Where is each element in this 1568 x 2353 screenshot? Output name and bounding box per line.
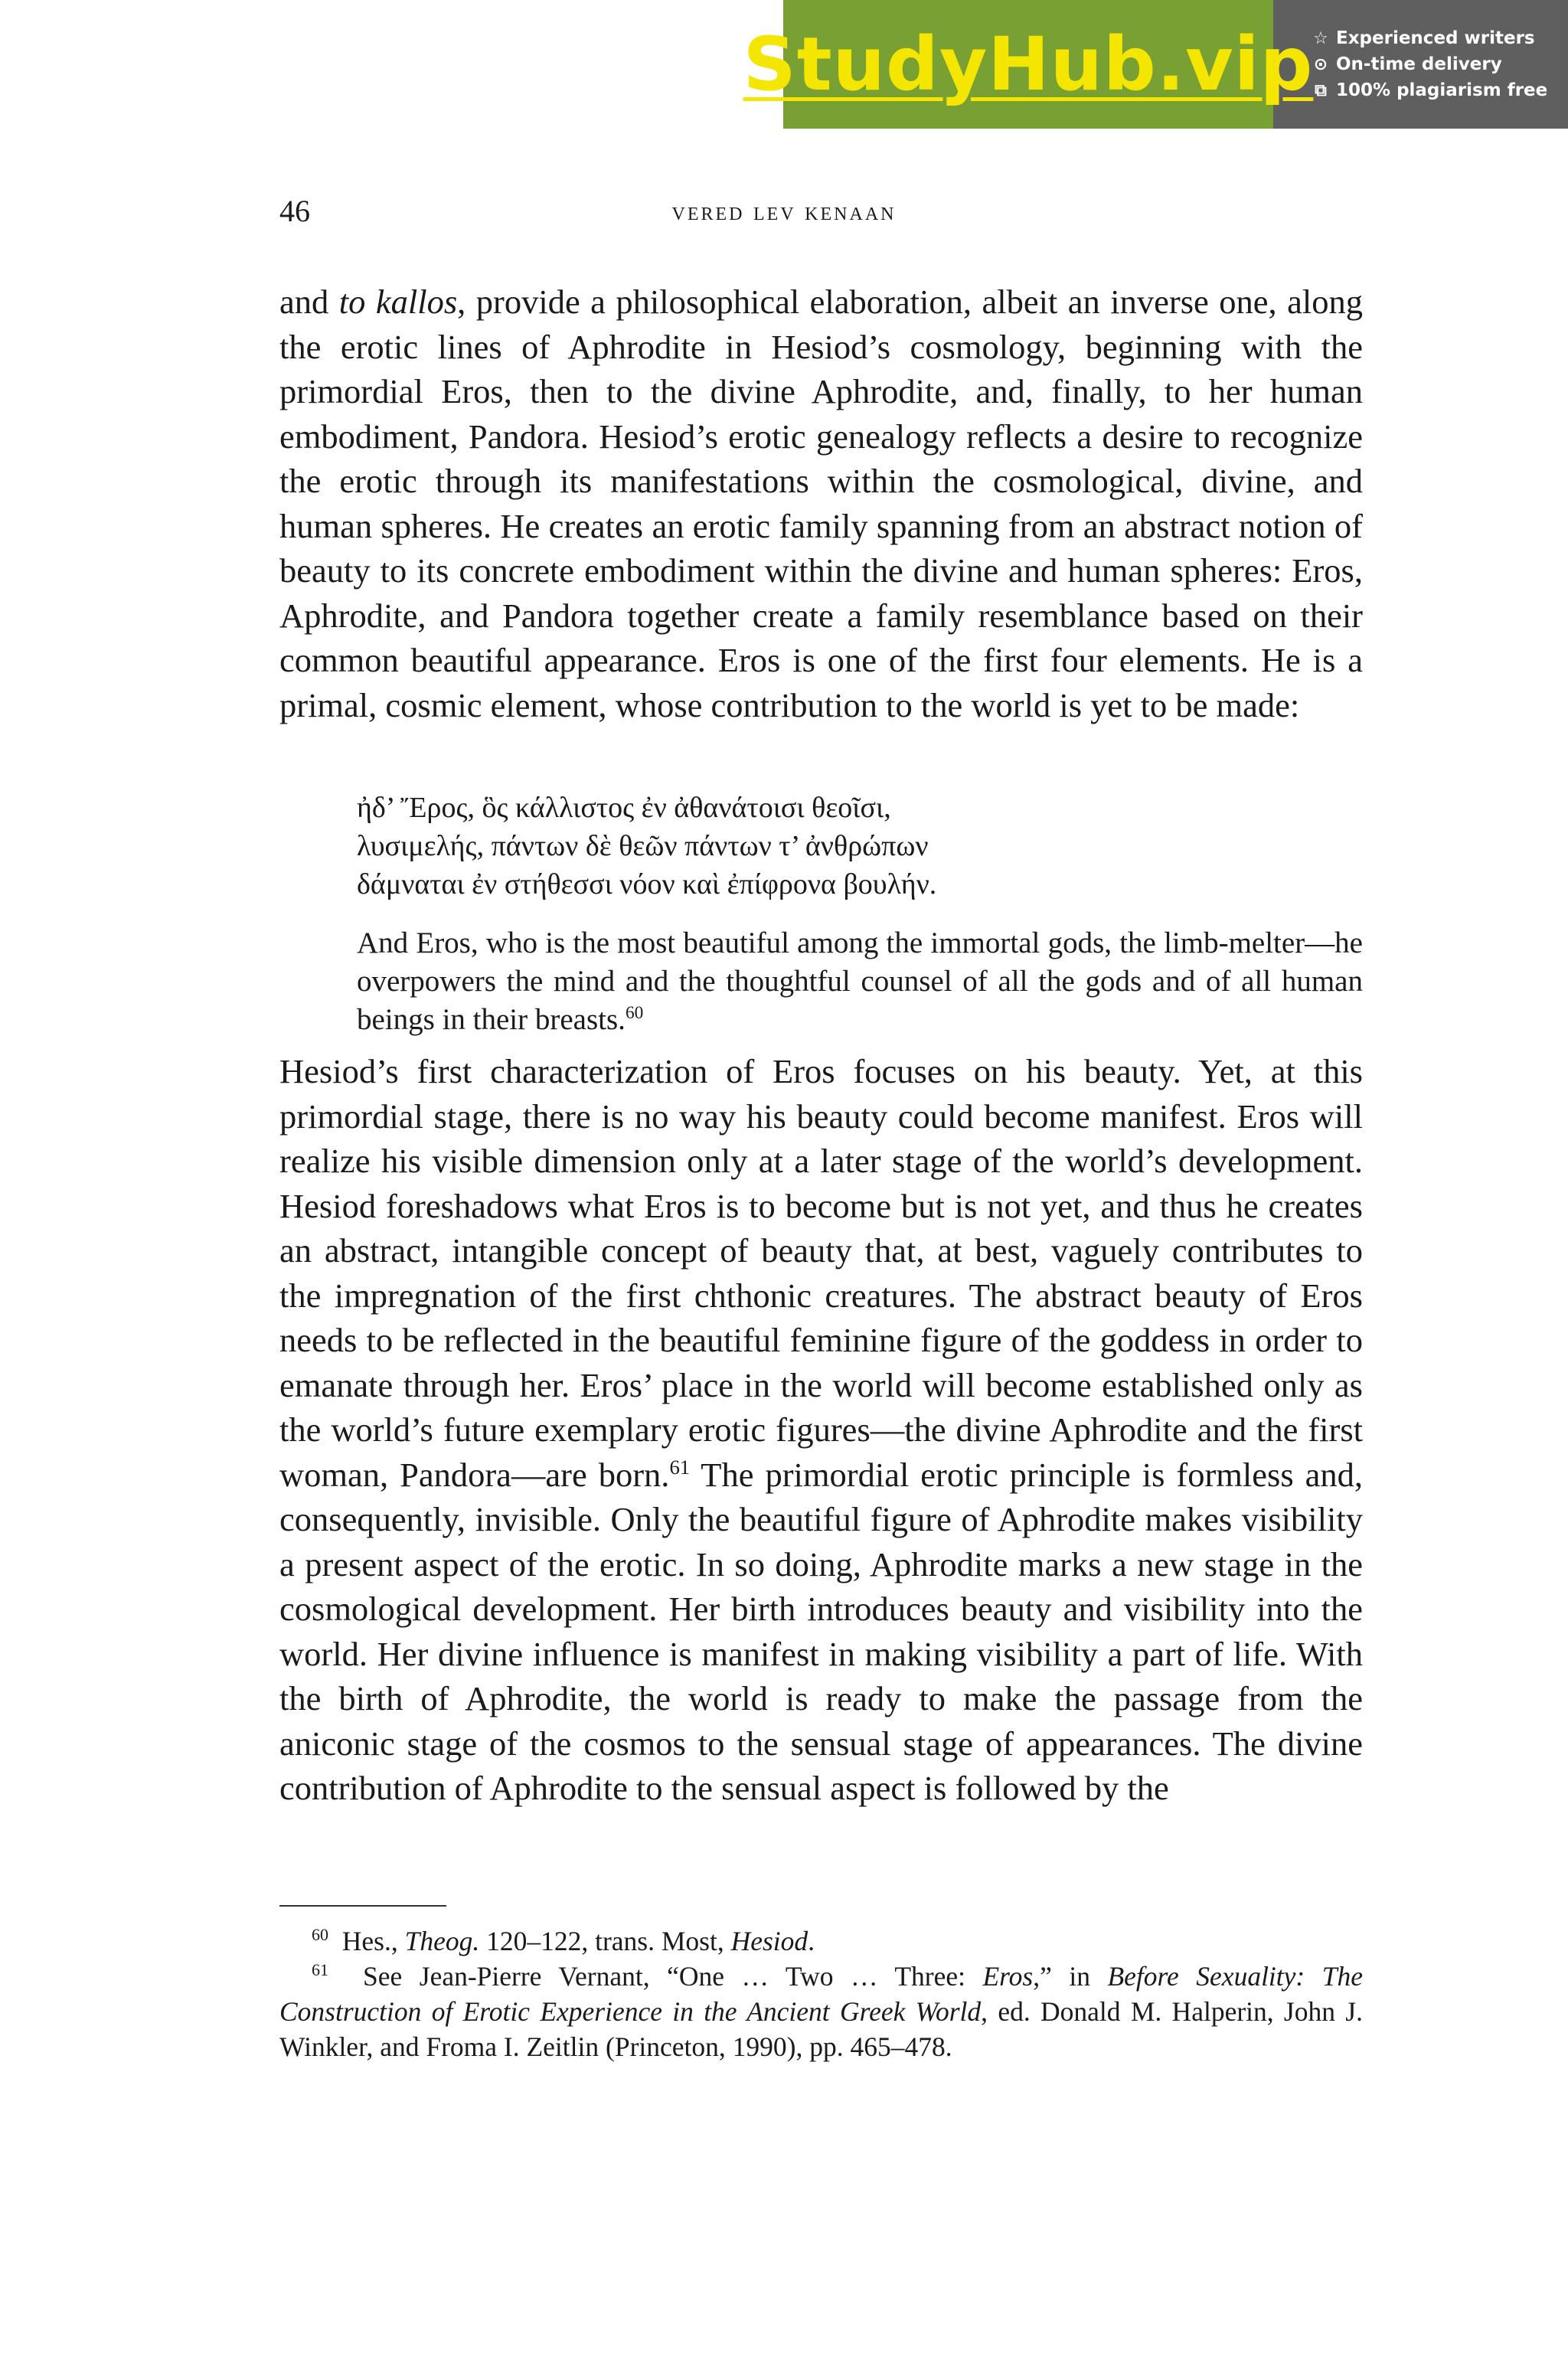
- running-head: [0, 198, 1568, 227]
- footnote-ref-61[interactable]: 61: [669, 1455, 691, 1479]
- running-head-text: vered lev kenaan: [671, 198, 897, 226]
- footnote-text: See Jean-Pierre Vernant, “One … Two … Three:: [363, 1961, 983, 1992]
- footnote-number: 61: [312, 1960, 328, 1980]
- paragraph-text: and: [279, 283, 339, 321]
- footnote-italic: Eros: [982, 1961, 1034, 1992]
- greek-verse-line: ἠδ’ Ἔρος, ὃς κάλλιστος ἐν ἀθανάτοισι θεοῖσι,: [357, 792, 891, 824]
- banner-feature: [1312, 80, 1568, 100]
- footnote-text: , ed. Donald M. Halperin, John J. Winkler, and Froma I. Zeitlin (Princeton, 1990), pp. 465–478.: [279, 1996, 1363, 2062]
- greek-verse-line: δάμναται ἐν στήθεσσι νόον καὶ ἐπίφρονα βουλήν.: [357, 868, 937, 900]
- banner-feature: [1312, 54, 1568, 74]
- footnotes: [279, 1923, 1363, 2064]
- footnote-text: Hes.,: [341, 1926, 405, 1956]
- copy-check-icon: ⧉: [1315, 80, 1327, 100]
- banner-feature: [1312, 28, 1568, 48]
- banner-feature-text: On-time delivery: [1336, 54, 1502, 74]
- footnote-text: ,” in: [1033, 1961, 1108, 1992]
- greek-quotation: [357, 789, 1367, 904]
- clock-icon: ⊙: [1313, 54, 1328, 74]
- italic-term: to kallos: [338, 283, 458, 321]
- paragraph-text: , provide a philosophical elaboration, albeit an inverse one, along the erotic lines of Aphrodite in Hesiod’s cosmology, beginning with the primordial Eros, then to the divine Aphrodite, and, finally, to her human embodiment, Pandora. Hesiod’s erotic genealogy reflects a desire to recognize the erotic through its manifestations within the cosmological, divine, and human spheres. He creates an erotic family spanning from an abstract notion of beauty to its concrete embodiment within the divine and human spheres: Eros, Aphrodite, and Pandora together create a family resemblance based on their common beautiful appearance. Eros is one of the first four elements. He is a primal, cosmic element, whose contribution to the world is yet to be made:: [279, 283, 1363, 724]
- studyhub-banner[interactable]: [743, 0, 1568, 129]
- footnote-italic: Theog.: [404, 1926, 480, 1956]
- footnote-ref-60[interactable]: 60: [625, 1003, 644, 1023]
- translation-text: And Eros, who is the most beautiful among the immortal gods, the limb-melter—he overpowers the mind and the thoughtful counsel of all the gods and of all human beings in their breasts.: [357, 926, 1363, 1036]
- footnote-text: .: [808, 1926, 815, 1956]
- banner-logo[interactable]: [743, 0, 1314, 129]
- star-icon: ☆: [1313, 28, 1328, 48]
- body-paragraph-2: [279, 1049, 1363, 1811]
- footnote-number: 60: [312, 1925, 328, 1945]
- page-number: 46: [279, 194, 310, 228]
- banner-feature-text: Experienced writers: [1336, 28, 1535, 48]
- footnote-italic: Hesiod: [730, 1926, 808, 1956]
- footnote-61: [279, 1959, 1363, 2064]
- greek-verse-line: λυσιμελής, πάντων δὲ θεῶν πάντων τ’ ἀνθρώπων: [357, 830, 929, 862]
- footnote-italic: Before Sexuality: The Construction of Erotic Experience in the Ancient Greek World: [279, 1961, 1363, 2027]
- banner-logo-text: StudyHub.vip: [743, 21, 1314, 107]
- footnote-text: 120–122, trans. Most,: [479, 1926, 731, 1956]
- english-translation: [357, 924, 1363, 1039]
- footnote-60: [279, 1923, 1363, 1959]
- footnote-divider: [279, 1905, 446, 1907]
- body-paragraph-1: [279, 279, 1363, 727]
- banner-feature-list: [1273, 0, 1568, 129]
- banner-feature-text: 100% plagiarism free: [1336, 80, 1548, 100]
- paragraph-text: Hesiod’s first characterization of Eros focuses on his beauty. Yet, at this primordial stage, there is no way his beauty could become manifest. Eros will realize his visible dimension only at a later stage of the world’s development. Hesiod foreshadows what Eros is to become but is not yet, and thus he creates an abstract, intangible concept of beauty that, at best, vaguely contributes to the impregnation of the first chthonic creatures. The abstract beauty of Eros needs to be reflected in the beautiful feminine figure of the goddess in order to emanate through her. Eros’ place in the world will become established only as the world’s future exemplary erotic figures—the divine Aphrodite and the first woman, Pandora—are born.: [279, 1052, 1363, 1494]
- paragraph-text: The primordial erotic principle is formless and, consequently, invisible. Only the beautiful figure of Aphrodite makes visibility a present aspect of the erotic. In so doing, Aphrodite marks a new stage in the cosmological development. Her birth introduces beauty and visibility into the world. Her divine influence is manifest in making visibility a part of life. With the birth of Aphrodite, the world is ready to make the passage from the aniconic stage of the cosmos to the sensual stage of appearances. The divine contribution of Aphrodite to the sensual aspect is followed by the: [279, 1455, 1363, 1807]
